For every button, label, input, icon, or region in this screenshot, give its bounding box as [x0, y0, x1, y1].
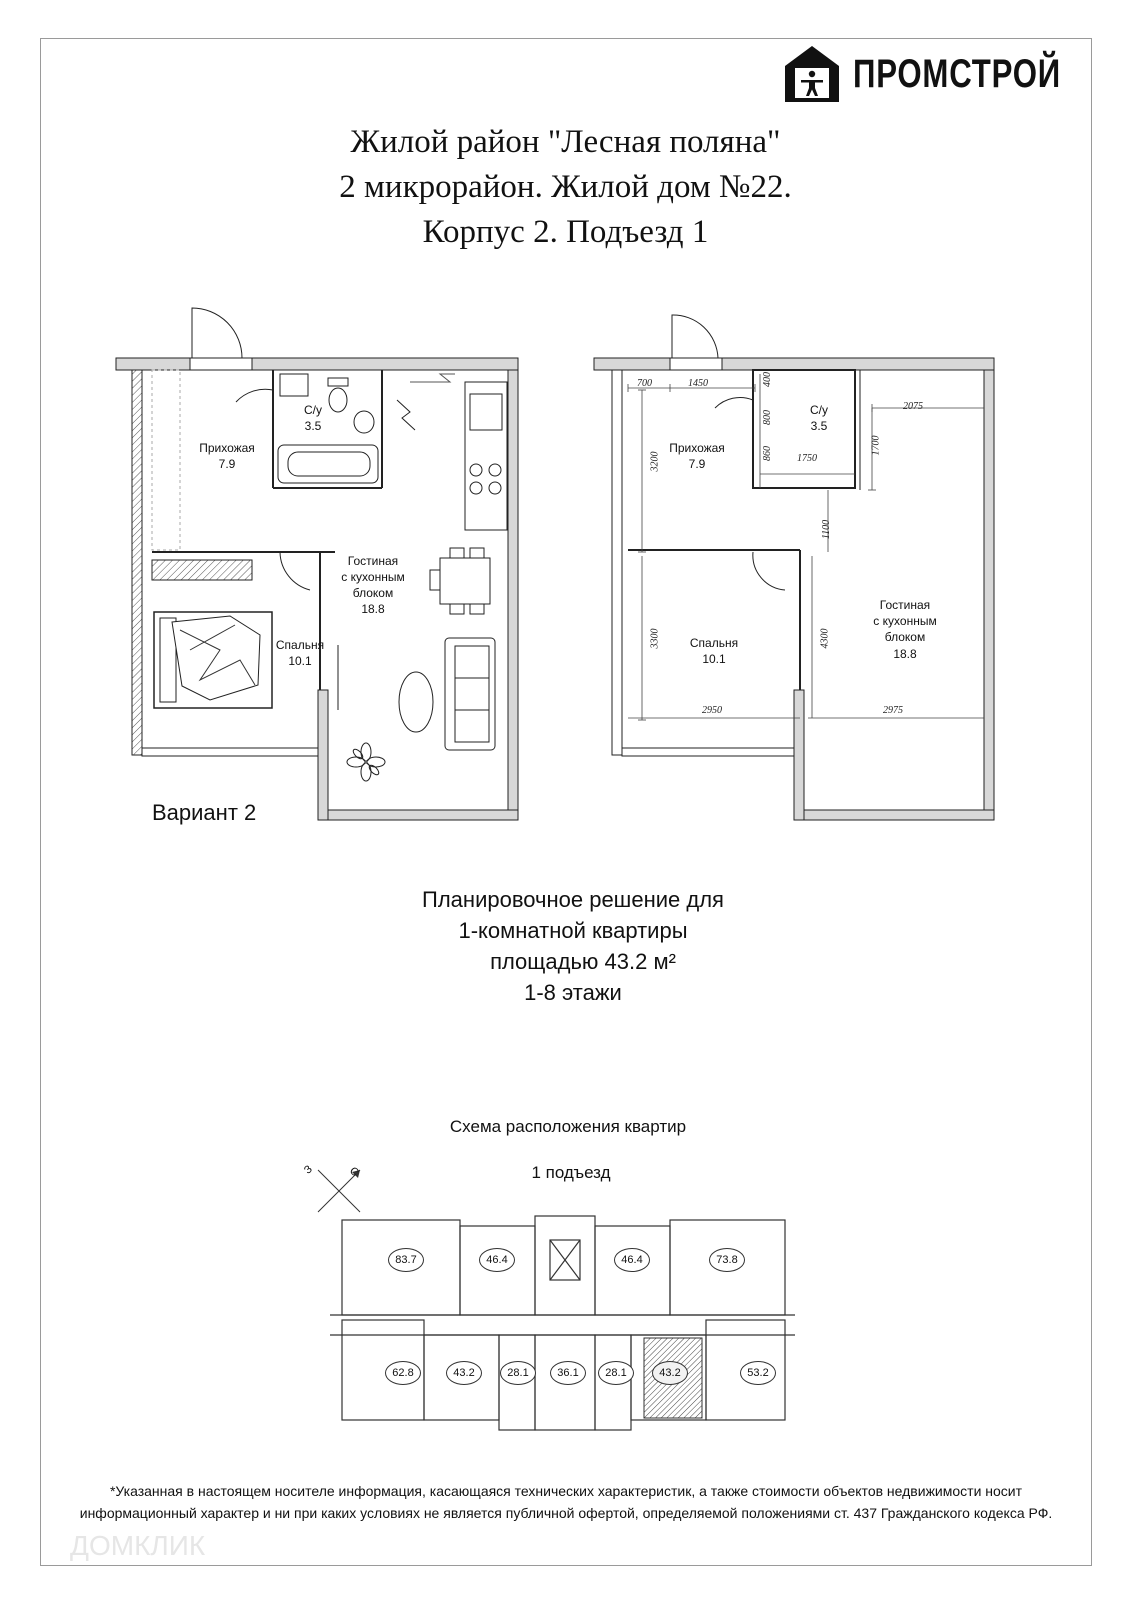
watermark: ДОМКЛИК	[70, 1530, 206, 1561]
dim-2950: 2950	[702, 705, 722, 716]
dim-living-name: Гостиная с кухонным блоком	[873, 598, 937, 644]
legal-disclaimer	[60, 1480, 1072, 1524]
apartment-43-2-highlighted: 43.2	[652, 1361, 688, 1385]
plan-desc-line-4: 1-8 этажи	[524, 980, 622, 1005]
scheme-title: Схема расположения квартир	[449, 1117, 687, 1136]
dim-1450: 1450	[688, 378, 708, 389]
furnished-bath-name: С/у	[304, 403, 322, 417]
entrance-label: 1 подъезд	[531, 1163, 611, 1182]
plan-description	[0, 884, 1131, 1008]
brand-name: ПРОМСТРОЙ	[853, 52, 1062, 96]
dim-3200: 3200	[649, 451, 661, 472]
apartment-28-1-right: 28.1	[598, 1361, 634, 1385]
compass-west: З	[301, 1163, 315, 1177]
dim-2975: 2975	[883, 705, 903, 716]
dim-bedroom-name: Спальня	[689, 636, 739, 650]
compass-north: С	[347, 1164, 361, 1180]
plan-desc-line-3: площадью 43.2 м²	[490, 949, 676, 974]
dim-860: 860	[762, 446, 773, 461]
disclaimer-line-2: информационный характер и ни при каких условиях не является публичной офертой, определяемой положениями ст. 437 Гражданского кодекса РФ.	[79, 1505, 1053, 1521]
apartment-36-1: 36.1	[550, 1361, 586, 1385]
dim-1700: 1700	[870, 435, 882, 456]
furnished-living-area: 18.8	[361, 602, 385, 616]
disclaimer-line-1: *Указанная в настоящем носителе информация, касающаяся технических характеристик, а также стоимости объектов недвижимости носит	[109, 1483, 1023, 1499]
furnished-living-name: Гостиная с кухонным блоком	[341, 554, 405, 600]
furnished-bedroom-area: 10.1	[288, 654, 312, 668]
dim-4300: 4300	[819, 628, 831, 649]
furnished-hall-area: 7.9	[218, 457, 236, 471]
dim-400: 400	[762, 372, 773, 387]
dim-hall-area: 7.9	[688, 457, 706, 471]
furnished-floor-plan	[110, 290, 530, 830]
dim-bedroom-area: 10.1	[702, 652, 726, 666]
apartment-62-8: 62.8	[385, 1361, 421, 1385]
dim-3300: 3300	[649, 628, 661, 649]
apartment-43-2-left: 43.2	[446, 1361, 482, 1385]
plan-desc-line-2: 1-комнатной квартиры	[458, 918, 688, 943]
apartment-46-4-left: 46.4	[479, 1248, 515, 1272]
apartment-28-1-left: 28.1	[500, 1361, 536, 1385]
house-person-icon	[783, 44, 841, 104]
dim-bath-name: С/у	[810, 403, 828, 417]
dim-1100: 1100	[821, 519, 833, 540]
dim-700: 700	[637, 378, 652, 389]
dim-800: 800	[762, 410, 773, 425]
apartment-83-7: 83.7	[388, 1248, 424, 1272]
apartment-46-4-right: 46.4	[614, 1248, 650, 1272]
building-scheme	[320, 1210, 800, 1440]
variant-label: Вариант 2	[152, 800, 257, 825]
title-line-2: 2 микрорайон. Жилой дом №22.	[339, 169, 792, 205]
apartment-73-8: 73.8	[709, 1248, 745, 1272]
furnished-hall-name: Прихожая	[199, 441, 255, 455]
dim-living-area: 18.8	[893, 647, 917, 661]
furnished-bath-area: 3.5	[304, 419, 322, 433]
plan-desc-line-1: Планировочное решение для	[422, 887, 724, 912]
dimension-floor-plan	[590, 290, 1000, 830]
furnished-bedroom-name: Спальня	[275, 638, 325, 652]
title-line-3: Корпус 2. Подъезд 1	[422, 214, 709, 250]
dim-2075: 2075	[903, 401, 923, 412]
dim-bath-area: 3.5	[810, 419, 828, 433]
title-line-1: Жилой район "Лесная поляна"	[350, 124, 781, 160]
apartment-53-2: 53.2	[740, 1361, 776, 1385]
page-title	[0, 120, 1131, 255]
dim-1750: 1750	[797, 453, 817, 464]
dim-hall-name: Прихожая	[669, 441, 725, 455]
